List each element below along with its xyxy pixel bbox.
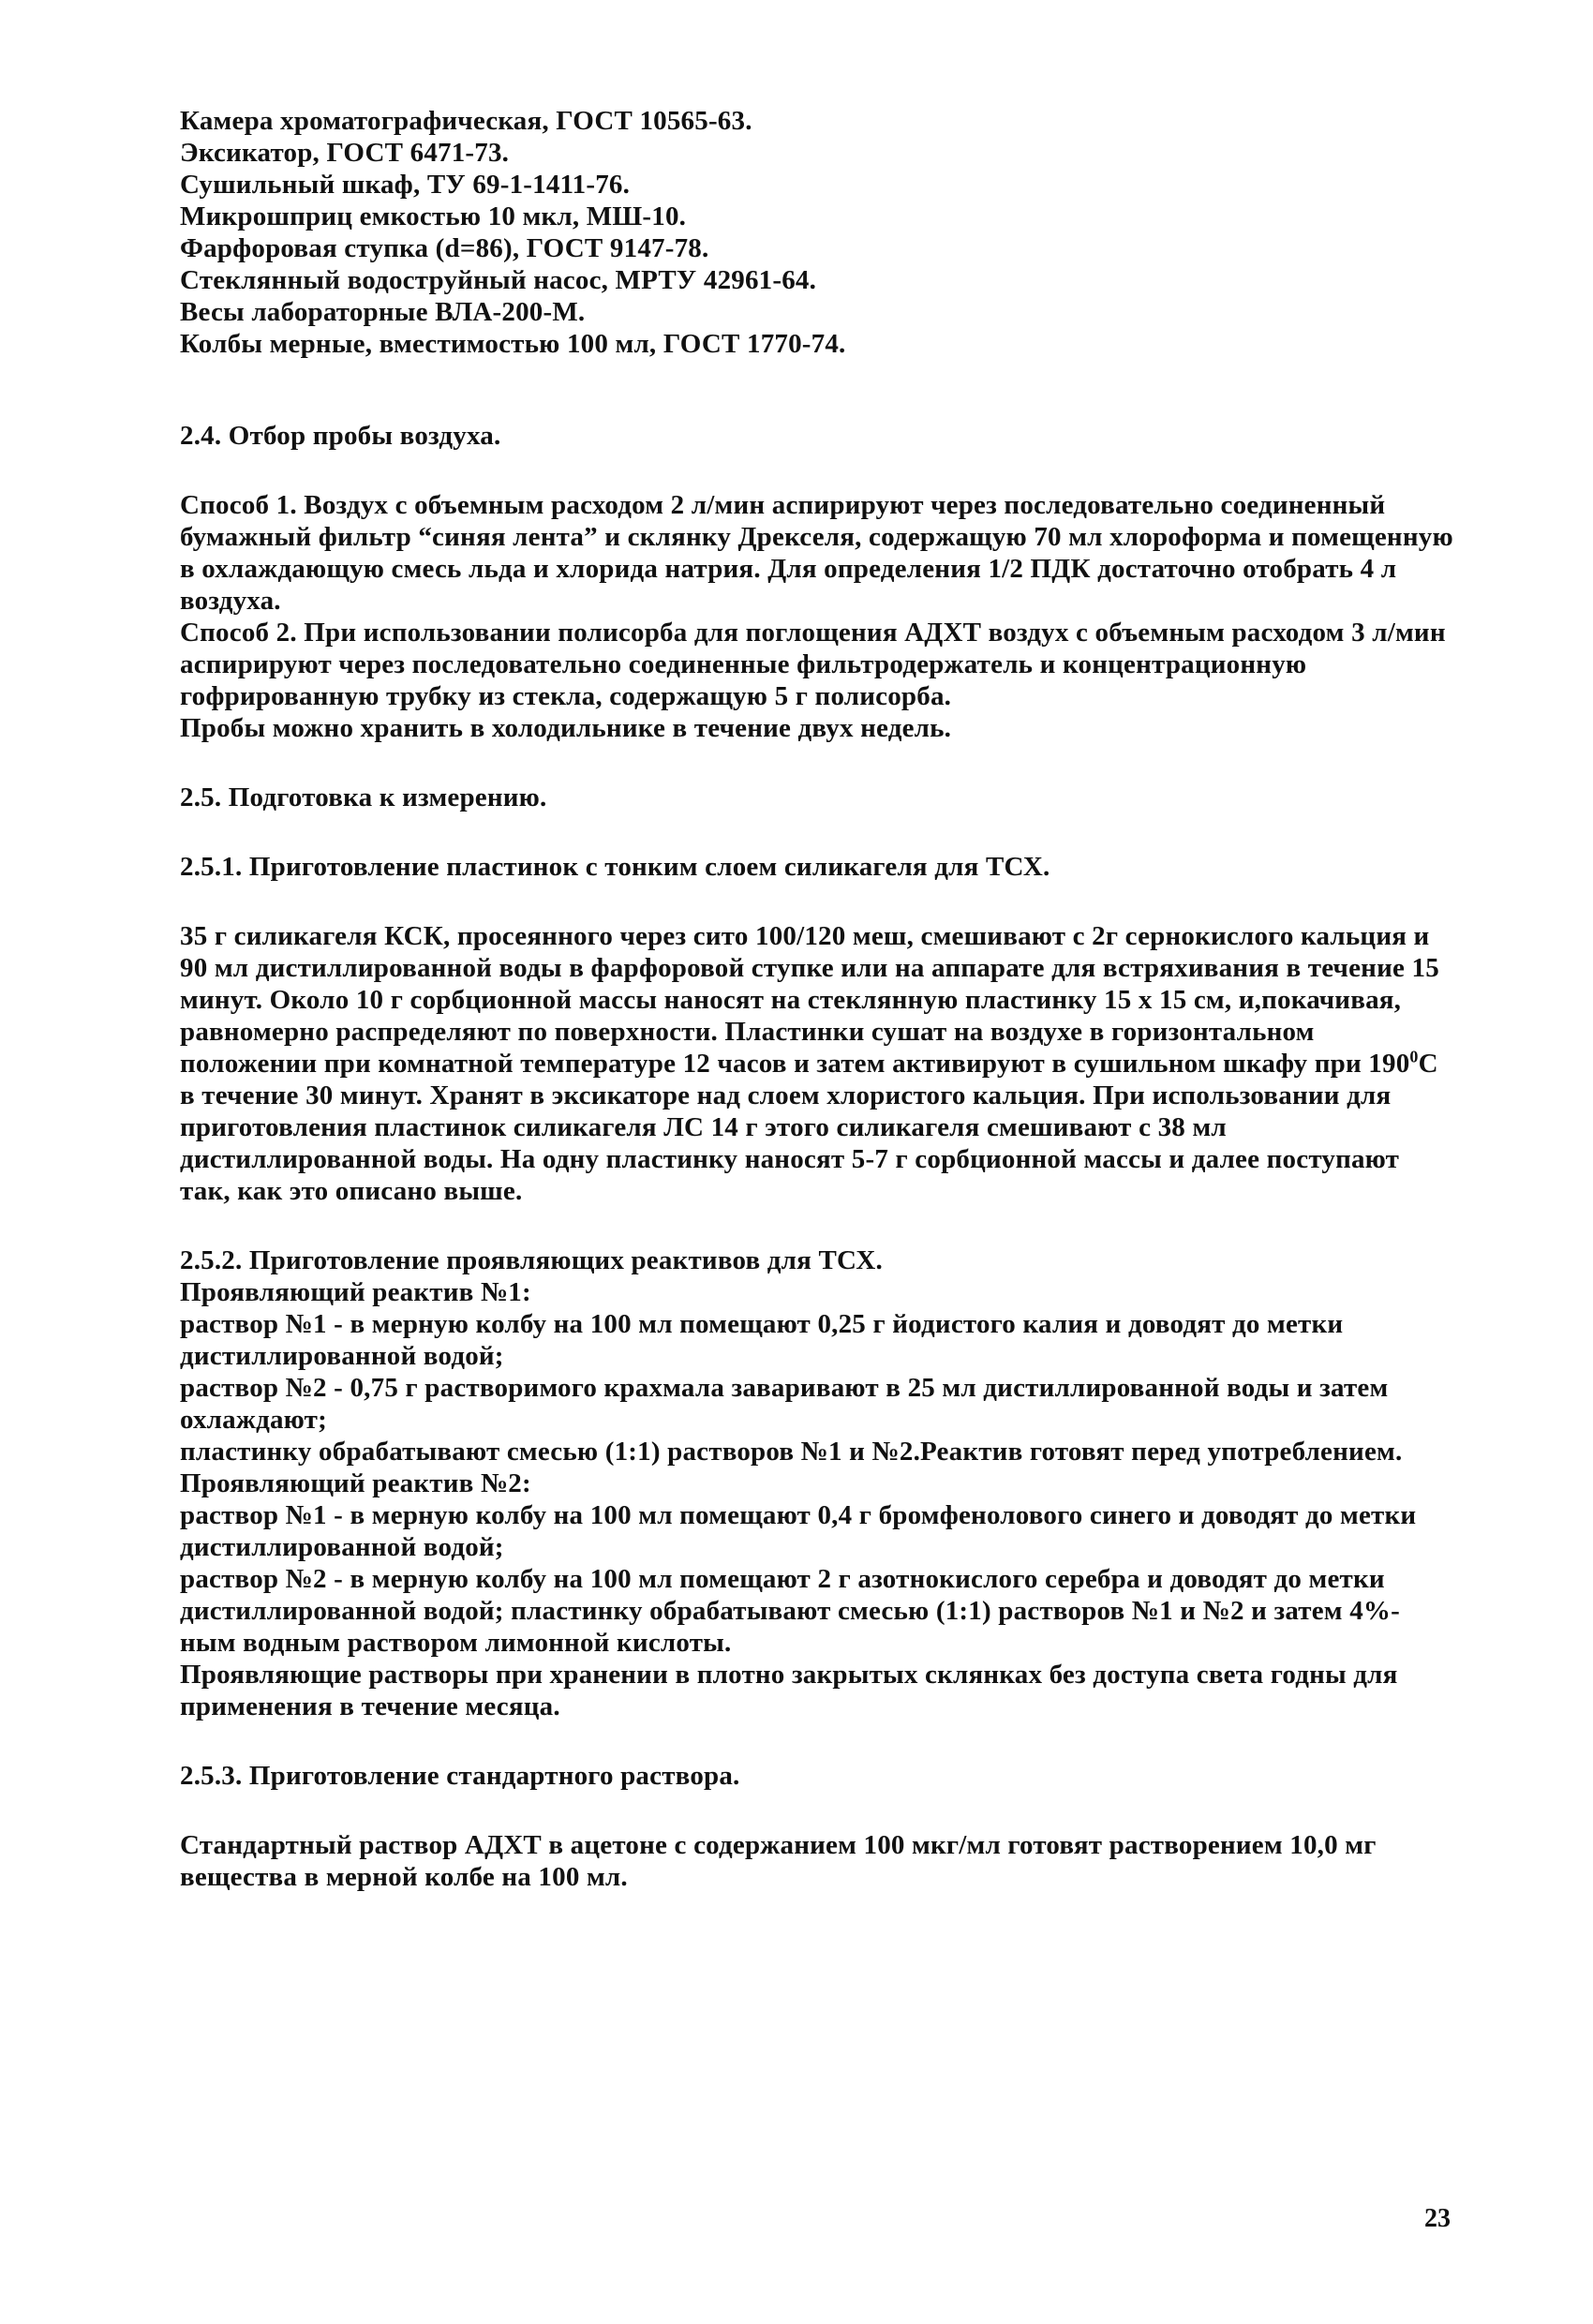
section-heading-2-4: 2.4. Отбор пробы воздуха. [180, 421, 501, 451]
equipment-item: Микрошприц емкостью 10 мкл, МШ-10. [180, 201, 687, 231]
equipment-item: Камера хроматографическая, ГОСТ 10565-63. [180, 106, 752, 136]
plate-preparation-text-part2: С в течение 30 минут. Хранят в эксикаторе над слоем хлористого кальция. При использовании для приготовления пластинок силикагеля ЛС 14 г этого силикагеля смешивают с 38 мл дистиллированной воды. На одну пластинку наносят 5-7 г сорбционной массы и далее поступают так, как это описано выше. [180, 1049, 1438, 1206]
equipment-item: Эксикатор, ГОСТ 6471-73. [180, 138, 510, 168]
reagent-1-solution-2: раствор №2 - 0,75 г растворимого крахмала заваривают в 25 мл дистиллированной воды и затем охлаждают; [180, 1373, 1389, 1435]
sampling-method-2: Способ 2. При использовании полисорба для поглощения АДХТ воздух с объемным расходом 3 л/мин аспирируют через последовательно соединенные фильтродержатель и концентрационную гофрированную трубку из стекла, содержащую 5 г полисорба. [180, 618, 1446, 711]
reagent-2-title: Проявляющий реактив №2: [180, 1468, 531, 1498]
equipment-item: Колбы мерные, вместимостью 100 мл, ГОСТ 1770-74. [180, 329, 846, 359]
equipment-item: Стеклянный водоструйный насос, МРТУ 42961-64. [180, 265, 817, 295]
equipment-item: Фарфоровая ступка (d=86), ГОСТ 9147-78. [180, 233, 709, 263]
degree-superscript: 0 [1409, 1047, 1419, 1066]
standard-solution-text: Стандартный раствор АДХТ в ацетоне с содержанием 100 мкг/мл готовят растворением 10,0 мг вещества в мерной колбе на 100 мл. [180, 1830, 1377, 1892]
section-heading-2-5-3: 2.5.3. Приготовление стандартного раствора. [180, 1761, 740, 1791]
reagent-1-plate-treatment: пластинку обрабатывают смесью (1:1) растворов №1 и №2.Реактив готовят перед употреблением. [180, 1437, 1403, 1467]
sample-storage-note: Пробы можно хранить в холодильнике в течение двух недель. [180, 713, 952, 743]
reagent-1-solution-1: раствор №1 - в мерную колбу на 100 мл помещают 0,25 г йодистого калия и доводят до метки дистиллированной водой; [180, 1309, 1344, 1371]
equipment-list [180, 105, 1454, 360]
document-page [180, 105, 1454, 1893]
page-number: 23 [1424, 2204, 1451, 2233]
reagent-1-title: Проявляющий реактив №1: [180, 1277, 531, 1307]
plate-preparation-text [180, 920, 1454, 1207]
section-heading-2-5: 2.5. Подготовка к измерению. [180, 782, 547, 812]
equipment-item: Весы лабораторные ВЛА-200-М. [180, 297, 586, 327]
plate-preparation-text-part1: 35 г силикагеля КСК, просеянного через сито 100/120 меш, смешивают с 2г сернокислого кальция и 90 мл дистиллированной воды в фарфоровой ступке или на аппарате для встряхивания в течение 15 минут. Около 10 г сорбционной массы наносят на стеклянную пластинку 15 х 15 см, и,покачивая, равномерно распределяют по поверхности. Пластинки сушат на воздухе в горизонтальном положении при комнатной температуре 12 часов и затем активируют в сушильном шкафу при 190 [180, 921, 1439, 1079]
reagent-2-solution-1: раствор №1 - в мерную колбу на 100 мл помещают 0,4 г бромфенолового синего и доводят до метки дистиллированной водой; [180, 1500, 1417, 1562]
sampling-method-1: Способ 1. Воздух с объемным расходом 2 л/мин аспирируют через последовательно соединенный бумажный фильтр “синяя лента” и склянку Дрекселя, содержащую 70 мл хлороформа и помещенную в охлаждающую смесь льда и хлорида натрия. Для определения 1/2 ПДК достаточно отобрать 4 л воздуха. [180, 490, 1453, 616]
equipment-item: Сушильный шкаф, ТУ 69-1-1411-76. [180, 170, 631, 200]
section-heading-2-5-2: 2.5.2. Приготовление проявляющих реактивов для ТСХ. [180, 1245, 883, 1275]
section-heading-2-5-1: 2.5.1. Приготовление пластинок с тонким слоем силикагеля для ТСХ. [180, 852, 1050, 882]
reagent-2-solution-2: раствор №2 - в мерную колбу на 100 мл помещают 2 г азотнокислого серебра и доводят до метки дистиллированной водой; пластинку обрабатывают смесью (1:1) растворов №1 и №2 и затем 4%-ным водным раствором лимонной кислоты. [180, 1564, 1400, 1658]
reagent-storage-note: Проявляющие растворы при хранении в плотно закрытых склянках без доступа света годны для применения в течение месяца. [180, 1660, 1398, 1721]
